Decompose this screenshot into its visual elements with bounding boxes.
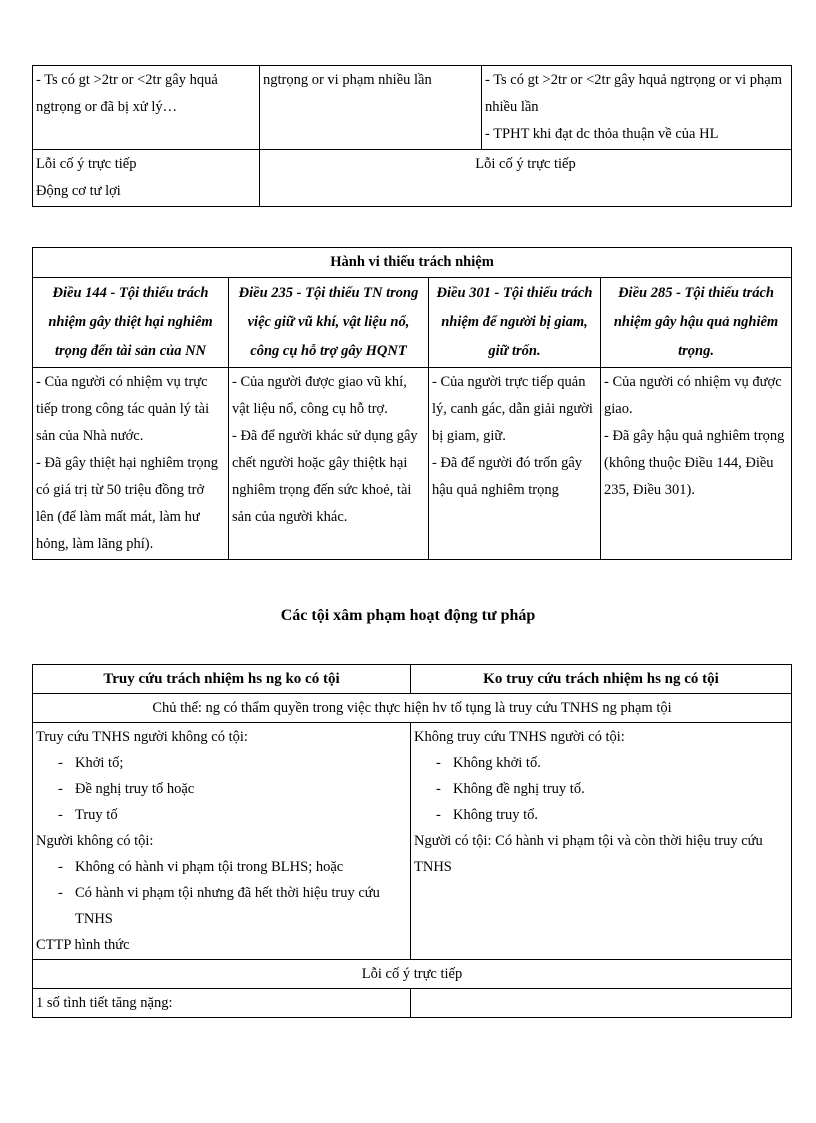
cell-line: - Ts có gt >2tr or <2tr gây hquả ngtrọng or vi phạm [485,72,782,88]
table-cell [411,723,792,960]
list-item-text: Không đề nghị truy tố. [453,781,585,797]
table-cell [33,150,260,207]
header-line: Điều 235 - Tội thiếu TN trong [238,285,419,301]
cell-line: hậu quả nghiêm trọng [432,482,559,498]
column-header: Ko truy cứu trách nhiệm hs ng có tội [411,665,792,694]
cell-line: - TPHT khi đạt dc thỏa thuận về của HL [485,126,719,142]
table-continued [32,65,792,207]
cell-line: - Của người có nhiệm vụ được [604,374,782,390]
list-item: - Có hành vi phạm tội nhưng đã hết thời hiệu truy cứu TNHS [58,885,380,927]
fault-cell: Lỗi cố ý trực tiếp [33,960,792,989]
cell-line: CTTP hình thức [36,937,130,953]
table-row [33,248,792,278]
cell-line: có giá trị từ 50 triệu đồng trở [36,482,205,498]
cell-line: ngtrọng or đã bị xử lý… [36,99,178,115]
judicial-crimes-table [32,664,792,1018]
cell-line: tiếp trong công tác quản lý tài [36,401,210,417]
subject-cell: Chủ thể: ng có thẩm quyền trong việc thực hiện hv tố tụng là truy cứu TNHS ng phạm tội [33,694,792,723]
column-header [229,278,429,368]
table-cell [229,368,429,560]
header-line: nhiệm gây hậu quả nghiêm [613,314,779,330]
cell-line: lý, canh gác, dẫn giải người [432,401,593,417]
table-cell [260,66,482,150]
empty-cell [411,989,792,1018]
table-cell [33,723,411,960]
list-item-text: Có hành vi phạm tội nhưng đã hết thời hiệu truy cứu TNHS [75,885,380,927]
cell-line: 235, Điều 301). [604,482,696,498]
list-item: - Không truy tố. [436,807,538,823]
list-item-text: Không khởi tố. [453,755,541,771]
cell-line: Truy cứu TNHS người không có tội: [36,729,248,745]
table-row [33,278,792,368]
cell-line: Không truy cứu TNHS người có tội: [414,729,625,745]
table-row [33,150,792,207]
cell-line: hỏng, làm lãng phí). [36,536,154,552]
negligence-table [32,247,792,560]
list-item-text: Truy tố [75,807,118,823]
column-header [601,278,792,368]
table-row [33,66,792,150]
cell-line: vật liệu nổ, công cụ hỗ trợ. [232,401,388,417]
table-cell [601,368,792,560]
column-header [429,278,601,368]
column-header [33,278,229,368]
cell-line: - Đã gây thiệt hại nghiêm trọng [36,455,219,471]
table-cell [429,368,601,560]
header-line: nhiệm gây thiệt hại nghiêm [48,314,213,330]
header-line: việc giữ vũ khí, vật liệu nổ, [247,314,410,330]
list-item-text: Khởi tố; [75,755,124,771]
header-line: Điều 285 - Tội thiếu trách [618,285,774,301]
header-line: trọng đến tài sản của NN [54,343,207,359]
header-line: trọng. [678,343,714,359]
header-line: giữ trốn. [488,343,541,359]
list-item: - Khởi tố; [58,755,124,771]
table-cell [260,150,792,207]
table-row [33,665,792,694]
table-row [33,723,792,960]
cell-line: - Đã để người khác sử dụng gây [232,428,418,444]
table-row [33,694,792,723]
cell-line: ngtrọng or vi phạm nhiều lần [263,72,432,88]
header-line: Điều 301 - Tội thiếu trách [436,285,593,301]
aggravating-cell: 1 số tình tiết tăng nặng: [33,989,411,1018]
cell-line: - Ts có gt >2tr or <2tr gây hquả [36,72,218,88]
cell-line: Lỗi cố ý trực tiếp [36,156,137,172]
table-title: Hành vi thiếu trách nhiệm [33,248,792,278]
table-row [33,960,792,989]
cell-line: Lỗi cố ý trực tiếp [475,156,576,172]
list-item-text: Không có hành vi phạm tội trong BLHS; hoặc [75,859,344,875]
cell-line: chết người hoặc gây thiệtk hại [232,455,408,471]
column-header: Truy cứu trách nhiệm hs ng ko có tội [33,665,411,694]
cell-line: nghiêm trọng đến sức khoẻ, tài [232,482,412,498]
cell-line: lên (để làm mất mát, làm hư [36,509,200,525]
header-line: Điều 144 - Tội thiếu trách [52,285,209,301]
cell-line: bị giam, giữ. [432,428,506,444]
header-line: công cụ hỗ trợ gây HQNT [250,343,407,359]
list-item: - Không có hành vi phạm tội trong BLHS; hoặc [58,859,344,875]
cell-line: giao. [604,401,633,417]
list-item: - Không khởi tố. [436,755,541,771]
table-cell [33,66,260,150]
list-item-text: Không truy tố. [453,807,538,823]
section-title: Các tội xâm phạm hoạt động tư pháp [280,607,536,624]
cell-line: Người không có tội: [36,833,154,849]
cell-line: - Của người có nhiệm vụ trực [36,374,208,390]
table-cell [482,66,792,150]
header-line: nhiệm để người bị giam, [441,314,588,330]
list-item: - Đề nghị truy tố hoặc [58,781,195,797]
cell-line: - Của người trực tiếp quản [432,374,586,390]
cell-line: Động cơ tư lợi [36,183,121,199]
list-item: - Không đề nghị truy tố. [436,781,585,797]
cell-line: sản của người khác. [232,509,348,525]
cell-line: nhiều lần [485,99,539,115]
table-cell [33,368,229,560]
cell-line: sản của Nhà nước. [36,428,144,444]
table-row [33,368,792,560]
cell-line: - Của người được giao vũ khí, [232,374,407,390]
table-row [33,989,792,1018]
list-item-text: Đề nghị truy tố hoặc [75,781,195,797]
cell-line: Người có tội: Có hành vi phạm tội và còn thời hiệu truy cứu TNHS [414,833,763,875]
cell-line: - Đã để người đó trốn gây [432,455,583,471]
list-item: - Truy tố [58,807,118,823]
cell-line: (không thuộc Điều 144, Điều [604,455,774,471]
cell-line: - Đã gây hậu quả nghiêm trọng [604,428,785,444]
